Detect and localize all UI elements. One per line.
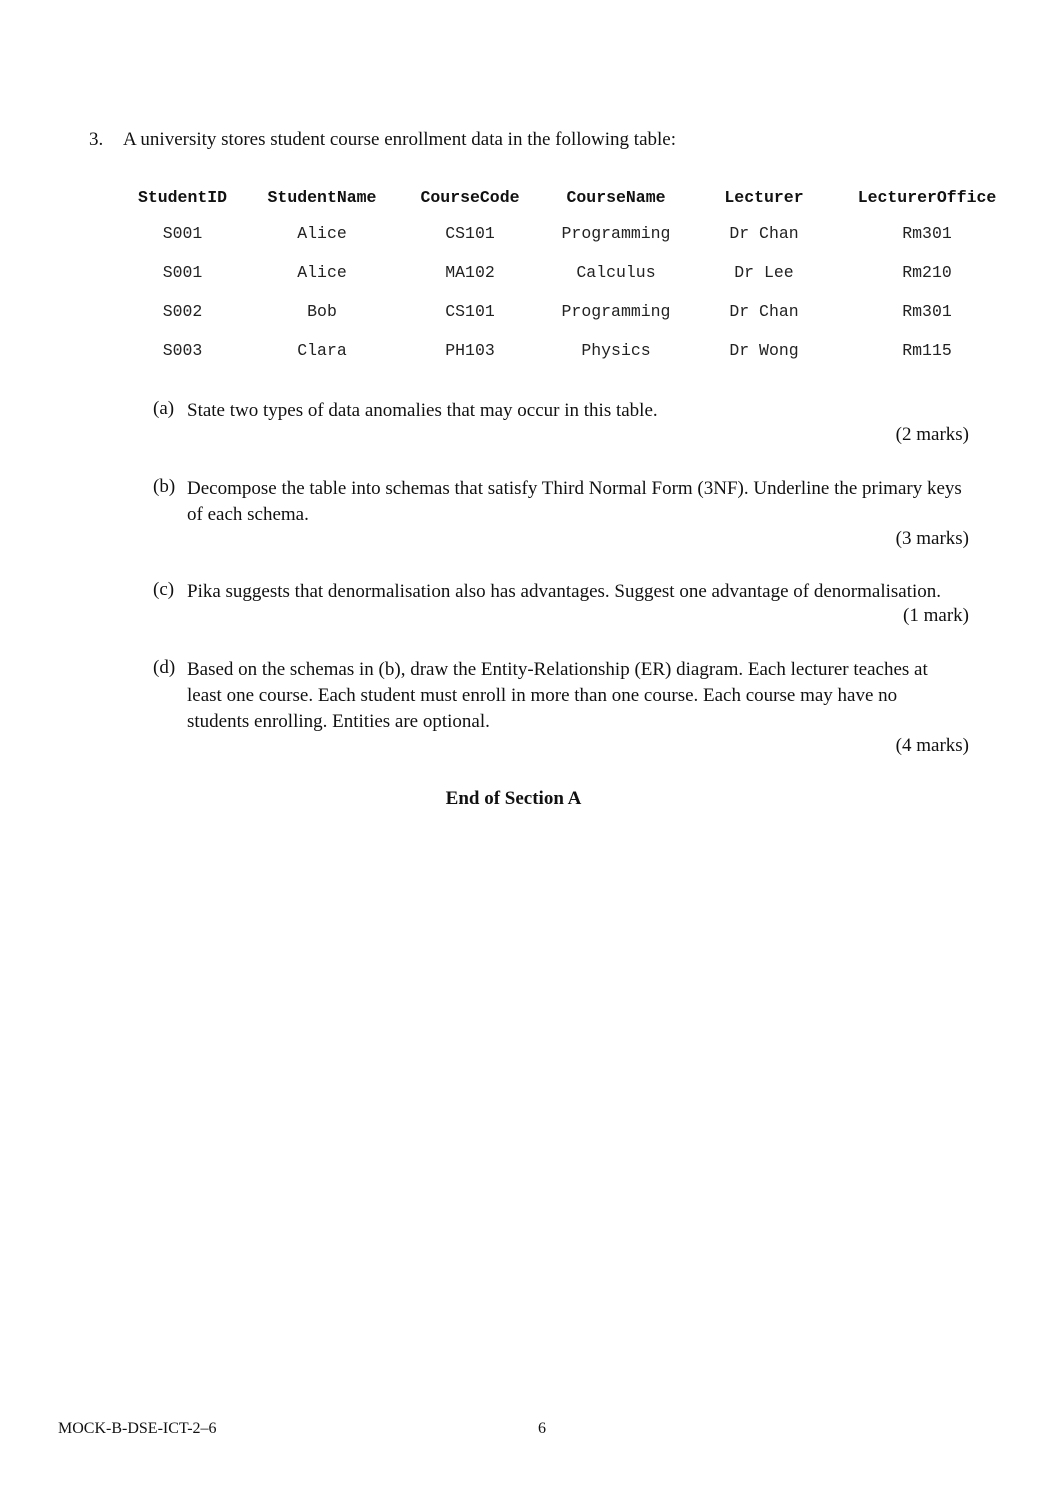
table-cell: Programming [561,224,671,243]
page-number: 6 [538,1420,546,1437]
table-cell: Rm301 [902,224,952,243]
table-cell: Physics [581,341,651,360]
part-letter: (c) [153,579,175,600]
table-row [117,253,1014,292]
table-cell: Alice [297,263,347,282]
marks-label: (3 marks) [895,528,969,549]
column-header: LecturerOffice [857,187,997,207]
table-cell: Programming [561,302,671,321]
column-header: StudentID [137,187,228,207]
table-cell: Rm115 [902,341,952,360]
table-cell: MA102 [445,263,495,282]
question-number: 3. [89,129,104,150]
table-header-row [117,180,1014,214]
table-cell: Rm210 [902,263,952,282]
table-cell: CS101 [445,302,495,321]
part-letter: (b) [153,476,176,497]
table-cell: Dr Lee [734,263,794,282]
column-header: StudentName [267,187,377,207]
part-text: State two types of data anomalies that may occur in this table. [187,400,658,421]
table-cell: S001 [162,263,203,282]
table-cell: Dr Wong [729,341,799,360]
table-cell: Dr Chan [729,224,799,243]
table-cell: Dr Chan [729,302,799,321]
section-end-title: End of Section A [445,788,582,809]
footer-paper-code: MOCK-B-DSE-ICT-2–6 [58,1420,217,1437]
part-text: Decompose the table into schemas that satisfy Third Normal Form (3NF). Underline the primary keys of each schema. [187,478,962,525]
table-cell: Rm301 [902,302,952,321]
table-row [117,331,1014,370]
marks-label: (1 mark) [903,605,969,626]
part-letter: (d) [153,657,176,678]
table-cell: S003 [162,341,203,360]
table-cell: PH103 [445,341,495,360]
column-header: Lecturer [724,187,804,207]
enrollment-table [117,180,1014,370]
part-letter: (a) [153,398,175,419]
table-cell: CS101 [445,224,495,243]
column-header: CourseCode [420,187,520,207]
part-text: Pika suggests that denormalisation also has advantages. Suggest one advantage of denormalisation. [187,581,942,602]
table-cell: Clara [297,341,347,360]
marks-label: (4 marks) [895,735,969,756]
part-text: Based on the schemas in (b), draw the Entity-Relationship (ER) diagram. Each lecturer teaches at least one course. Each student must enroll in more than one course. Each course may have no students enrolling. Entities are optional. [187,659,928,732]
table-row [117,214,1014,253]
table-cell: S002 [162,302,203,321]
table-cell: Bob [307,302,337,321]
table-cell: Calculus [576,263,656,282]
column-header: CourseName [566,187,666,207]
table-row [117,292,1014,331]
question-intro: A university stores student course enrollment data in the following table: [123,129,676,150]
marks-label: (2 marks) [895,424,969,445]
table-cell: Alice [297,224,347,243]
table-cell: S001 [162,224,203,243]
